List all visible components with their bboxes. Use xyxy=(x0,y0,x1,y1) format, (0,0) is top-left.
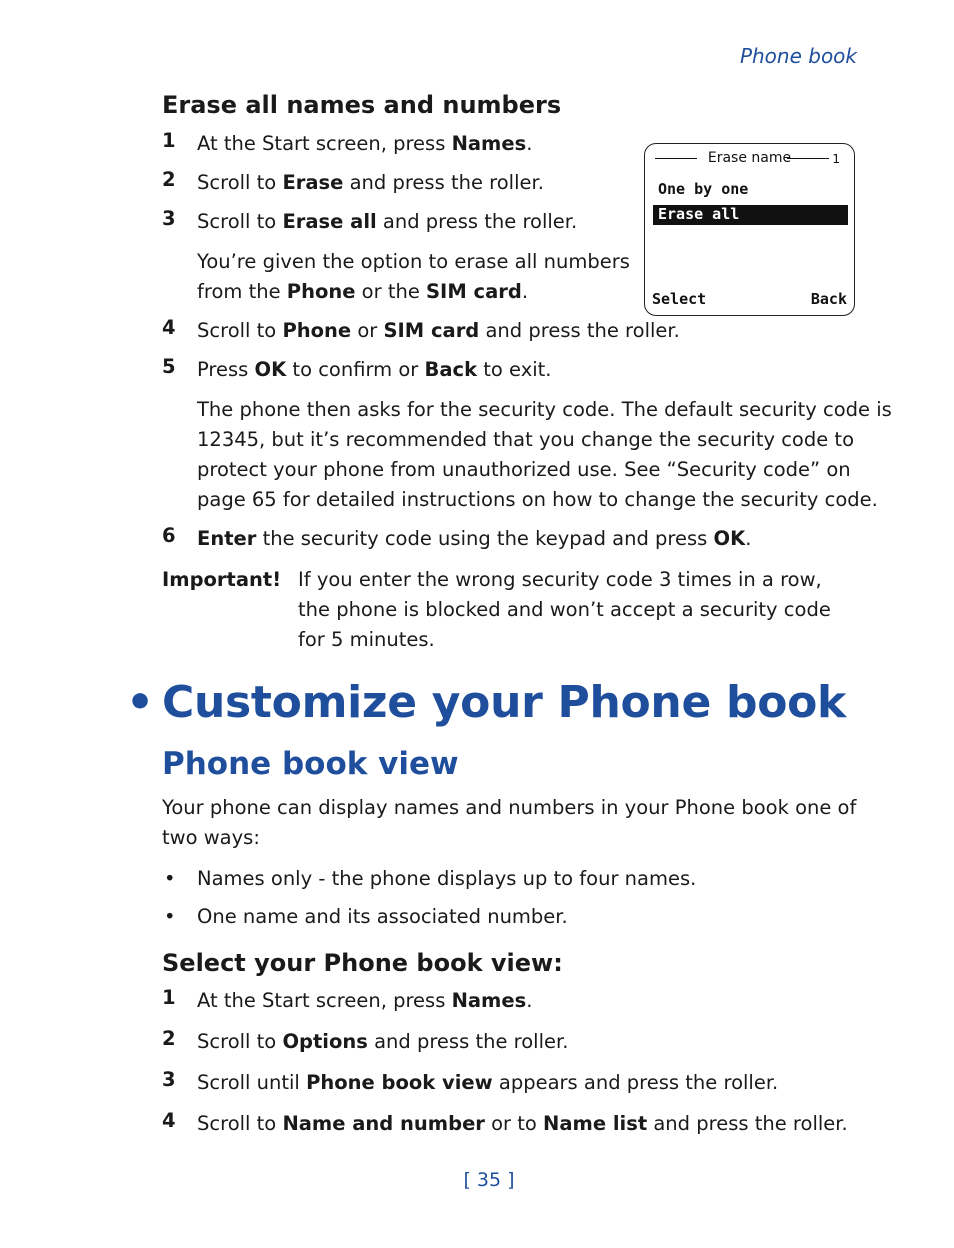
step-number: 1 xyxy=(162,129,176,152)
important-text: for 5 minutes. xyxy=(298,628,435,651)
step-number: 2 xyxy=(162,168,176,191)
section-heading-erase-all: Erase all names and numbers xyxy=(162,91,562,119)
chapter-title: Customize your Phone book xyxy=(162,677,847,728)
important-text: the phone is blocked and won’t accept a security code xyxy=(298,598,831,621)
softkey-left: Select xyxy=(652,290,707,308)
running-head: Phone book xyxy=(739,44,857,68)
note-text: protect your phone from unauthorized use. See “Security code” on xyxy=(197,458,851,481)
bullet-item: One name and its associated number. xyxy=(197,905,568,928)
softkey-right: Back xyxy=(810,290,847,308)
step-number: 3 xyxy=(162,207,176,230)
note-text: from the Phone or the SIM card. xyxy=(197,280,529,303)
step-text: Enter the security code using the keypad and press OK. xyxy=(197,527,752,550)
important-text: If you enter the wrong security code 3 times in a row, xyxy=(298,568,822,591)
step-number: 2 xyxy=(162,1027,176,1050)
phone-menu-item-label: Erase all xyxy=(658,205,740,223)
important-label: Important! xyxy=(162,568,282,591)
section-heading-phone-book-view: Phone book view xyxy=(162,746,459,782)
bullet-item: Names only - the phone displays up to four names. xyxy=(197,867,697,890)
chapter-bullet: • xyxy=(126,677,154,728)
step-number: 3 xyxy=(162,1068,176,1091)
note-text: You’re given the option to erase all numbers xyxy=(197,250,630,273)
step-number: 6 xyxy=(162,524,176,547)
step-text: Scroll to Erase all and press the roller. xyxy=(197,210,578,233)
phone-screen-title: Erase name xyxy=(707,150,792,166)
phone-screen-illustration xyxy=(644,143,855,316)
note-text: page 65 for detailed instructions on how to change the security code. xyxy=(197,488,878,511)
phone-menu-item-selected xyxy=(653,205,848,225)
step-text: Scroll to Name and number or to Name list and press the roller. xyxy=(197,1112,848,1135)
step-text: Scroll to Phone or SIM card and press the roller. xyxy=(197,319,680,342)
bullet-icon: • xyxy=(164,905,176,928)
step-text: Press OK to confirm or Back to exit. xyxy=(197,358,552,381)
step-number: 5 xyxy=(162,355,176,378)
step-number: 1 xyxy=(162,986,176,1009)
note-text: The phone then asks for the security code. The default security code is xyxy=(197,398,892,421)
step-number: 4 xyxy=(162,1109,176,1132)
intro-text: Your phone can display names and numbers in your Phone book one of xyxy=(162,796,857,819)
note-text: 12345, but it’s recommended that you change the security code to xyxy=(197,428,855,451)
step-number: 4 xyxy=(162,316,176,339)
step-text: Scroll until Phone book view appears and press the roller. xyxy=(197,1071,779,1094)
title-rule xyxy=(787,158,829,159)
step-text: At the Start screen, press Names. xyxy=(197,132,533,155)
phone-menu-item: One by one xyxy=(658,180,749,198)
step-text: At the Start screen, press Names. xyxy=(197,989,533,1012)
phone-screen-count: 1 xyxy=(832,152,840,166)
intro-text: two ways: xyxy=(162,826,260,849)
bullet-icon: • xyxy=(164,867,176,890)
step-text: Scroll to Options and press the roller. xyxy=(197,1030,569,1053)
page-number: [ 35 ] xyxy=(463,1169,515,1191)
section-heading-select-view: Select your Phone book view: xyxy=(162,949,563,977)
step-text: Scroll to Erase and press the roller. xyxy=(197,171,544,194)
